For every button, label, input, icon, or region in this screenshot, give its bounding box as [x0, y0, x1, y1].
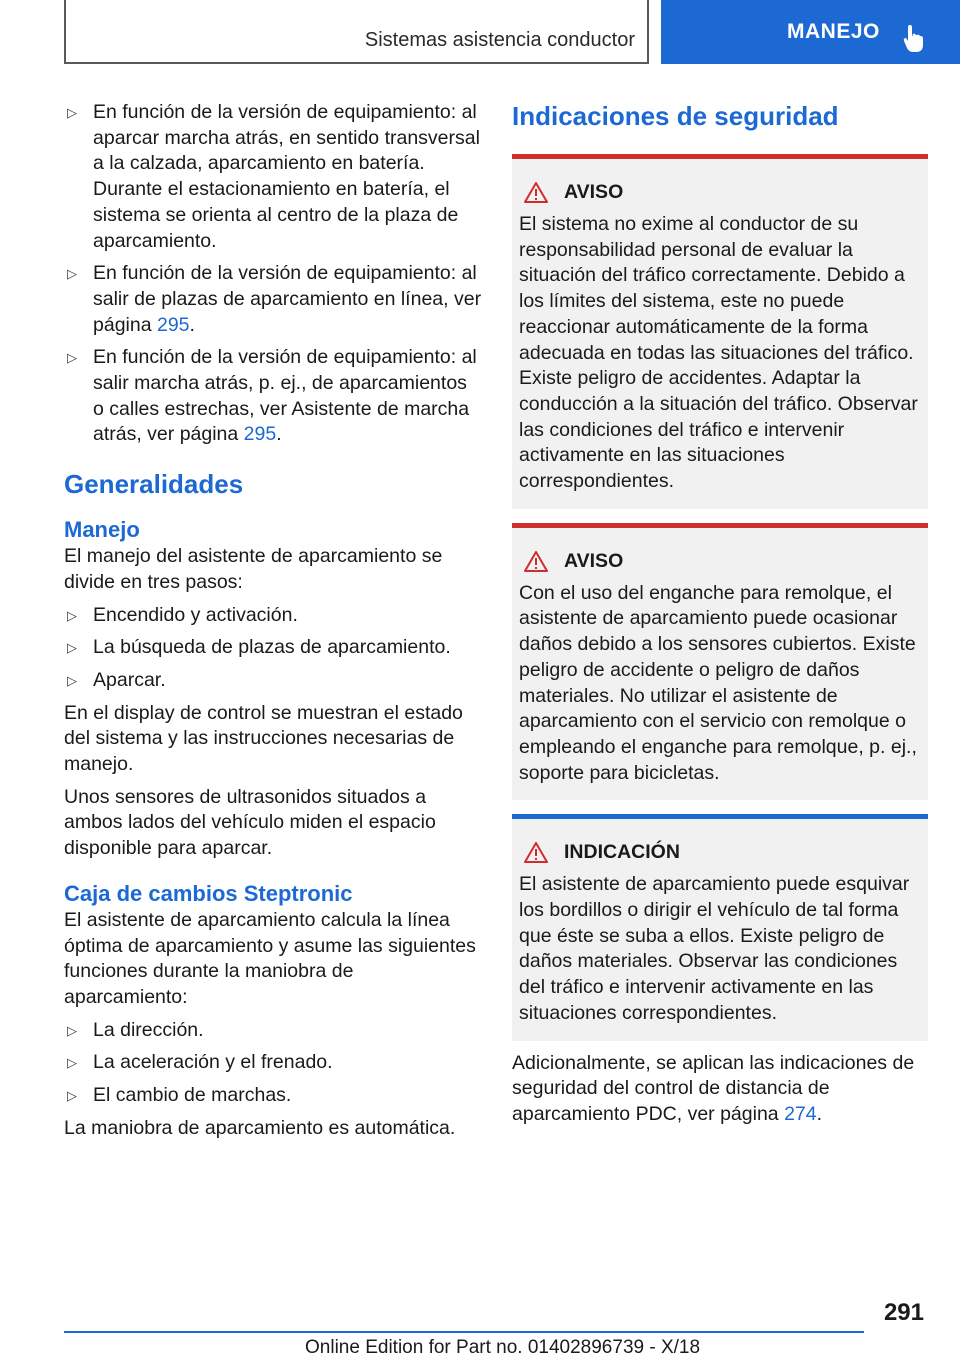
subheading-manejo: Manejo — [64, 517, 140, 543]
warning-box — [512, 523, 928, 801]
page-link[interactable]: 274 — [784, 1102, 817, 1125]
manejo-para: En el display de control se muestran el estado del sistema y las instrucciones necesarias de manejo. — [64, 701, 463, 776]
bullet-triangle-icon: ▷ — [67, 1022, 77, 1038]
heading-safety: Indicaciones de seguridad — [512, 101, 839, 131]
bullet-triangle-icon: ▷ — [67, 105, 77, 120]
subheading-caja: Caja de cambios Steptronic — [64, 880, 353, 906]
caja-outro: La maniobra de aparcamiento es automática. — [64, 1116, 456, 1139]
footer-divider — [64, 1331, 864, 1333]
list-item: ▷ Encendido y activación. — [64, 603, 482, 629]
manejo-intro: El manejo del asistente de aparcamiento se divide en tres pasos: — [64, 545, 443, 593]
warning-label: AVISO — [564, 549, 624, 572]
header-section-title — [64, 0, 649, 64]
left-column — [64, 100, 482, 1149]
section-title: Sistemas asistencia conductor — [364, 29, 635, 51]
bullet-triangle-icon: ▷ — [67, 350, 77, 366]
warning-triangle-icon — [524, 551, 548, 572]
right-column — [512, 100, 928, 1128]
list-item: ▷ En función de la versión de equipamiento: al aparcar marcha atrás, en sentido transversal a la calzada, aparcamiento en batería. Durante el estacionamiento en batería, el sistema se orienta al centro de la plaza de aparcamiento. — [67, 101, 480, 252]
list-item: ▷ La dirección. — [64, 1018, 482, 1044]
list-item: ▷ En función de la versión de equipamiento: al salir marcha atrás, p. ej., de aparcamientos o calles estrechas, ver Asistente de marcha atrás, ver página 295. — [67, 346, 477, 446]
chapter-title: MANEJO — [787, 20, 880, 43]
bullet-triangle-icon: ▷ — [67, 1088, 77, 1104]
notice-text: El asistente de aparcamiento puede esquivar los bordillos o dirigir el vehículo de tal forma que éste se suba a ellos. Existe peligro de daños materiales. Observar las condiciones del tráfico e intervenir activamente en las situaciones correspondientes. — [519, 873, 910, 1024]
list-item: ▷ El cambio de marchas. — [64, 1083, 482, 1109]
notice-box — [512, 814, 928, 1040]
warning-box — [512, 154, 928, 509]
list-item: ▷ Aparcar. — [64, 668, 482, 694]
caja-intro: El asistente de aparcamiento calcula la línea óptima de aparcamiento y asume las siguientes funciones durante la maniobra de aparcamiento: — [64, 908, 476, 1008]
warning-triangle-icon — [524, 182, 548, 203]
hand-pointer-icon — [903, 25, 927, 53]
heading-generalidades: Generalidades — [64, 469, 244, 500]
manejo-para: Unos sensores de ultrasonidos situados a ambos lados del vehículo miden el espacio disponible para aparcar. — [64, 785, 436, 860]
warning-text: El sistema no exime al conductor de su responsabilidad personal de evaluar la situación del tráfico correctamente. Debido a los límites del sistema, este no puede reaccionar automáticamente de la forma adecuada en todas las situaciones del tráfico. Existe peligro de accidentes. Adaptar la conducción a la situación del tráfico. Observar las condiciones del tráfico e intervenir activamente en las situaciones correspondientes. — [519, 213, 918, 493]
bullet-triangle-icon: ▷ — [67, 607, 77, 623]
bullet-triangle-icon: ▷ — [67, 1055, 77, 1071]
warning-triangle-icon — [524, 842, 548, 863]
chapter-tab[interactable] — [661, 0, 960, 64]
notice-label: INDICACIÓN — [564, 841, 680, 864]
page-number: 291 — [883, 1299, 924, 1326]
page-link[interactable]: 295 — [243, 423, 277, 446]
page-link[interactable]: 295 — [156, 313, 190, 336]
list-item: ▷ La búsqueda de plazas de aparcamiento. — [64, 635, 482, 661]
list-item: ▷ En función de la versión de equipamiento: al salir de plazas de aparcamiento en línea, ver página 295. — [67, 262, 482, 336]
footer-edition: Online Edition for Part no. 01402896739 - X/18 — [305, 1337, 701, 1358]
closing-para: Adicionalmente, se aplican las indicaciones de seguridad del control de distancia de aparcamiento PDC, ver página 274. — [512, 1051, 915, 1125]
bullet-triangle-icon: ▷ — [67, 266, 77, 282]
list-item: ▷ La aceleración y el frenado. — [64, 1050, 482, 1076]
bullet-triangle-icon: ▷ — [67, 672, 77, 688]
warning-label: AVISO — [564, 181, 624, 203]
warning-text: Con el uso del enganche para remolque, el asistente de aparcamiento puede ocasionar daños debido a los sensores cubiertos. Existe peligro de accidente o peligro de daños materiales. No utilizar el asistente de aparcamiento con el servicio con remolque o empleando el enganche para remolque, p. ej., soporte para bicicletas. — [519, 581, 917, 784]
bullet-triangle-icon: ▷ — [67, 640, 77, 656]
